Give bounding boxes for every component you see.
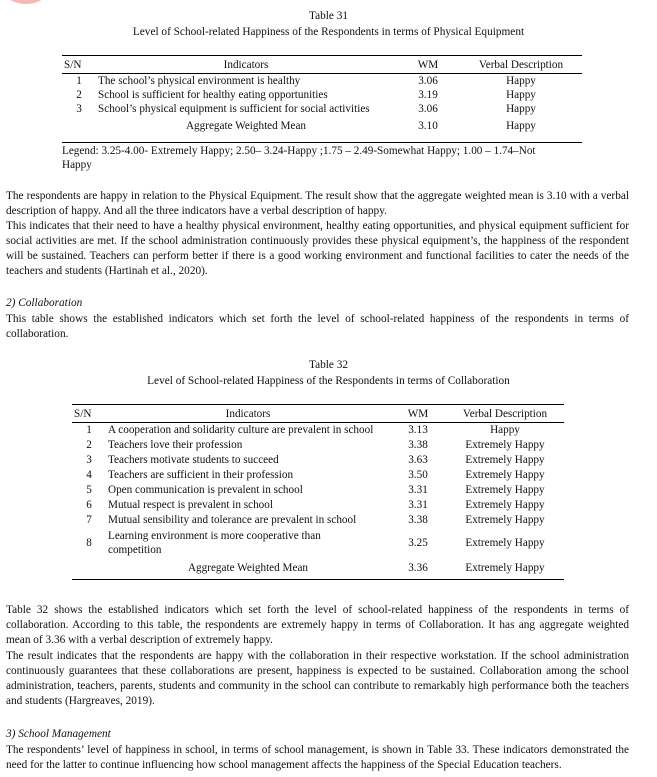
row-indicator: Teachers motivate students to succeed: [108, 454, 279, 466]
section-heading-school-management: 3) School Management: [6, 728, 111, 740]
row-vd: Extremely Happy: [465, 536, 545, 549]
table-row: [62, 74, 582, 89]
row-vd: Extremely Happy: [465, 469, 545, 481]
row-sn: 1: [76, 75, 82, 87]
row-wm: 3.31: [408, 499, 428, 511]
table32-header-indicators: Indicators: [106, 405, 390, 423]
table31-number: Table 31: [308, 10, 349, 22]
row-indicator: School is sufficient for healthy eating opportunities: [98, 89, 328, 101]
row-vd: Happy: [506, 75, 536, 87]
table32-header-wm: WM: [390, 405, 446, 423]
row-indicator: School’s physical equipment is sufficient for social activities: [98, 103, 370, 115]
row-wm: 3.06: [418, 103, 438, 115]
table31-header-vd: Verbal Description: [460, 56, 582, 74]
table-row: [72, 528, 564, 558]
row-sn: 2: [76, 89, 82, 101]
row-sn: 3: [86, 454, 92, 466]
table31-header-sn: S/N: [62, 56, 96, 74]
aggregate-label: Aggregate Weighted Mean: [106, 558, 390, 580]
row-indicator: Mutual sensibility and tolerance are prevalent in school: [108, 514, 357, 526]
row-indicator: The school’s physical environment is healthy: [98, 75, 301, 87]
section-heading-collaboration: 2) Collaboration: [6, 297, 83, 309]
row-vd: Happy: [490, 424, 520, 437]
row-vd: Extremely Happy: [465, 454, 545, 466]
table32: [72, 404, 564, 580]
aggregate-row: [62, 116, 582, 136]
table31-bottom-rule: [62, 142, 582, 143]
table31-header-indicators: Indicators: [96, 56, 396, 74]
row-sn: 4: [86, 469, 92, 481]
aggregate-vd: Extremely Happy: [446, 558, 564, 580]
row-vd: Extremely Happy: [465, 499, 545, 511]
row-vd: Extremely Happy: [465, 514, 545, 526]
row-indicator: Teachers are sufficient in their profession: [108, 469, 294, 481]
row-wm: 3.38: [408, 514, 428, 526]
row-indicator: Learning environment is more cooperative than competition: [108, 529, 321, 556]
table-row: [72, 438, 564, 453]
aggregate-row: [72, 558, 564, 580]
row-sn: 3: [76, 103, 82, 115]
table32-header-vd: Verbal Description: [446, 405, 564, 423]
row-indicator: Mutual respect is prevalent in school: [108, 499, 273, 511]
row-vd: Happy: [506, 89, 536, 101]
table31-legend: [62, 144, 582, 172]
row-wm: 3.13: [408, 424, 428, 437]
table31-header-wm: WM: [396, 56, 460, 74]
aggregate-vd: Happy: [506, 120, 536, 132]
table32-title: Level of School-related Happiness of the Respondents in terms of Collaboration: [147, 375, 510, 387]
row-wm: 3.38: [408, 439, 428, 451]
row-sn: 6: [86, 499, 92, 511]
aggregate-wm: 3.10: [418, 120, 438, 132]
row-sn: 8: [86, 536, 92, 549]
aggregate-label: Aggregate Weighted Mean: [185, 120, 307, 132]
table-row: [72, 453, 564, 468]
row-wm: 3.50: [408, 469, 428, 481]
table-row: [72, 468, 564, 483]
row-indicator: Teachers love their profession: [108, 439, 243, 451]
row-wm: 3.31: [408, 484, 428, 496]
legend-line-1: Legend: 3.25-4.00- Extremely Happy; 2.50– 3.24-Happy ;1.75 – 2.49-Somewhat Happy; 1.00 – 1.74–Not: [62, 145, 536, 157]
legend-line-2: Happy: [62, 159, 92, 171]
table-row: [62, 102, 582, 116]
row-vd: Extremely Happy: [465, 484, 545, 496]
paragraph-collaboration-discussion: The result indicates that the respondents are happy with the collaboration in their respective workstation. If the school administration continuously guarantees that these collaborations are present, happiness is expected to be sustained. Collaboration among the school administration, teachers, parents, students and community in the school can contribute to remarkably high performance both the teachers and students (Hargreaves, 2019).: [6, 650, 629, 707]
row-wm: 3.06: [418, 75, 438, 87]
corner-decoration: [6, 0, 46, 4]
paragraph-school-management-intro: The respondents’ level of happiness in school, in terms of school management, is shown in Table 33. These indicators demonstrated the need for the latter to continue influencing how school management affects the happiness of the Special Education teachers.: [6, 744, 629, 771]
table-row: [62, 88, 582, 102]
table-row: [72, 498, 564, 513]
paragraph-collaboration-result: Table 32 shows the established indicators which set forth the level of school-related happiness of the respondents in terms of collaboration. According to this table, the respondents are extremely happy in terms of Collaboration. It has ang aggregate weighted mean of 3.36 with a verbal description of extremely happy.: [6, 604, 629, 646]
table32-header-sn: S/N: [72, 405, 106, 423]
paragraph-physical-result: The respondents are happy in relation to the Physical Equipment. The result show that the aggregate weighted mean is 3.10 with a verbal description of happy. And all the three indicators have a verbal description of happy.: [6, 190, 629, 217]
row-vd: Happy: [506, 103, 536, 115]
table31-title: Level of School-related Happiness of the Respondents in terms of Physical Equipment: [132, 26, 525, 38]
row-wm: 3.25: [408, 536, 428, 549]
row-vd: Extremely Happy: [465, 439, 545, 451]
row-sn: 2: [86, 439, 92, 451]
paragraph-physical-discussion: This indicates that their need to have a healthy physical environment, healthy eating opportunities, and physical equipment sufficient for social activities are met. If the school administration continuously provides these physical equipment’s, the happiness of the respondent will be sustained. Teachers can perform better if there is a good working environment and functional facilities to cater the needs of the teachers and students (Hartinah et al., 2020).: [6, 220, 629, 277]
row-indicator: A cooperation and solidarity culture are prevalent in school: [108, 424, 374, 437]
table-row: [72, 483, 564, 498]
aggregate-wm: 3.36: [390, 558, 446, 580]
row-sn: 1: [86, 424, 92, 437]
row-wm: 3.19: [418, 89, 438, 101]
table-row: [72, 513, 564, 528]
table-row: [72, 423, 564, 438]
paragraph-collaboration-intro: This table shows the established indicators which set forth the level of school-related happiness of the respondents in terms of collaboration.: [6, 313, 629, 340]
table32-number: Table 32: [308, 359, 349, 371]
table31: [62, 55, 582, 136]
row-sn: 5: [86, 484, 92, 496]
row-sn: 7: [86, 514, 92, 526]
row-indicator: Open communication is prevalent in school: [108, 484, 303, 496]
row-wm: 3.63: [408, 454, 428, 466]
